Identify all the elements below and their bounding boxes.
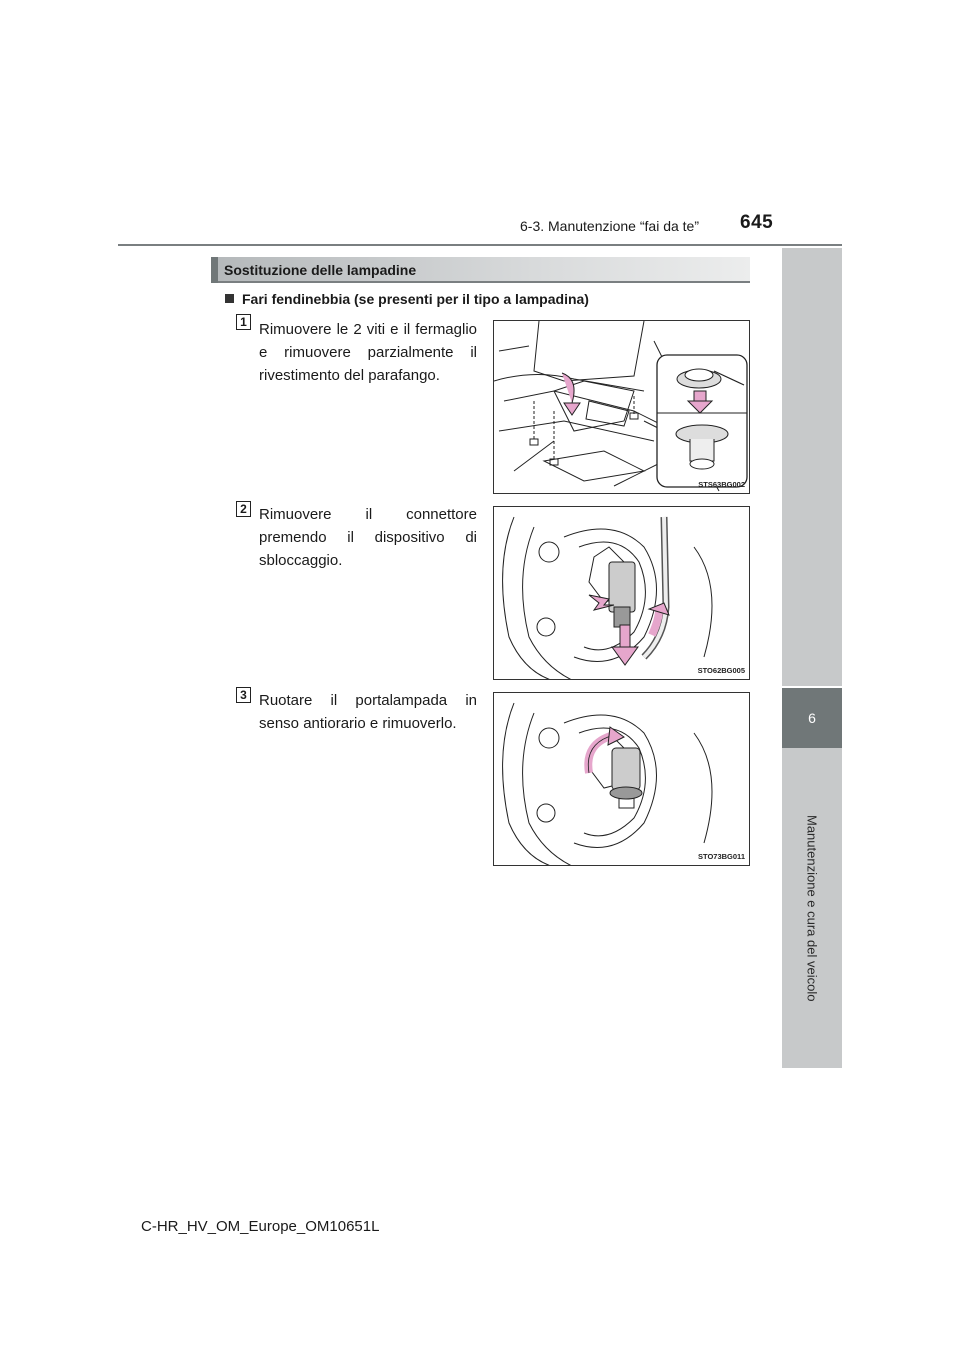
step-text: Rimuovere il connettore premendo il dispositivo di sbloccaggio. [259, 506, 477, 569]
subsection-heading [225, 291, 589, 307]
figure-bulb-socket [493, 692, 750, 866]
side-tab-upper [782, 248, 842, 686]
subsection-title: Fari fendinebbia (se presenti per il tipo a lampadina) [242, 291, 589, 307]
connector-release-illustration [494, 507, 750, 680]
bulb-socket-illustration [494, 693, 750, 866]
header-divider [118, 244, 842, 246]
step-badge: 2 [236, 501, 251, 517]
step-badge: 3 [236, 687, 251, 703]
figure-code: STO62BG005 [697, 666, 745, 675]
chapter-title: Manutenzione e cura del veicolo [804, 814, 820, 1002]
figure-fender-liner [493, 320, 750, 494]
page-number: 645 [740, 212, 774, 233]
figure-connector-release [493, 506, 750, 680]
fender-liner-illustration [494, 321, 750, 494]
figure-code: STO73BG011 [698, 852, 745, 861]
section-heading-accent [211, 257, 218, 283]
figure-code: STS63BG002 [698, 480, 745, 489]
footer-model-code: C-HR_HV_OM_Europe_OM10651L [141, 1218, 380, 1235]
chapter-title-tab [782, 748, 842, 1068]
bullet-square-icon [225, 294, 234, 303]
section-title: Sostituzione delle lampadine [224, 262, 417, 278]
step-badge: 1 [236, 314, 251, 330]
step-text: Ruotare il portalampada in senso antiorario e rimuoverlo. [259, 692, 477, 732]
header-section-title: 6-3. Manutenzione “fai da te” [520, 218, 699, 234]
step-text: Rimuovere le 2 viti e il fermaglio e rimuovere parzialmente il rivestimento del parafango. [259, 321, 477, 384]
chapter-number-tab: 6 [782, 688, 842, 748]
